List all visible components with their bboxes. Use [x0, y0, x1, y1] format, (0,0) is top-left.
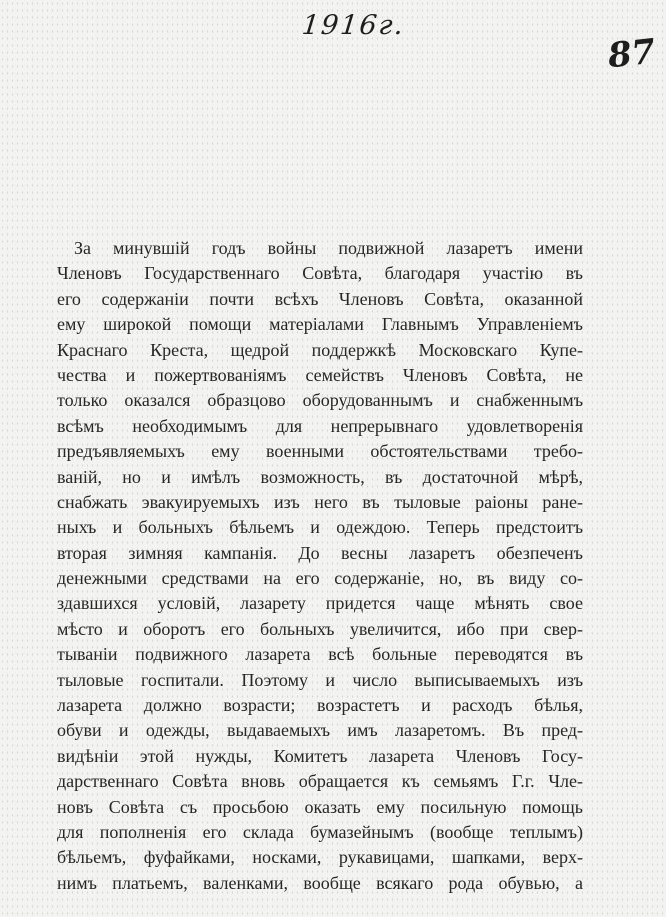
text-line: новъ Совѣта съ просьбою оказать ему посильную помощь — [57, 796, 583, 817]
text-line: предъявляемыхъ ему военными обстоятельствами требо- — [57, 441, 583, 462]
text-line: видѣніи этой нужды, Комитетъ лазарета Членовъ Госу- — [57, 745, 583, 766]
text-line: ваній, но и имѣлъ возможность, въ достаточной мѣрѣ, — [57, 466, 583, 487]
text-line: только оказался образцово оборудованнымъ и снабженнымъ — [57, 390, 583, 411]
text-line: его содержаніи почти всѣхъ Членовъ Совѣта, оказанной — [57, 288, 583, 309]
text-line: ныхъ и больныхъ бѣльемъ и одеждою. Теперь предстоитъ — [57, 517, 583, 538]
text-line: мѣсто и оборотъ его больныхъ увеличится, ибо при свер- — [57, 618, 583, 639]
text-line: денежными средствами на его содержаніе, но, въ виду со- — [57, 568, 583, 589]
text-line: ему широкой помощи матеріалами Главнымъ Управленіемъ — [57, 314, 583, 335]
text-line: За минувшій годъ войны подвижной лазаретъ имени — [74, 238, 583, 258]
text-line: здавшихся условій, лазарету придется чаще мѣнять свое — [57, 593, 583, 614]
text-line: вторая зимняя кампанія. До весны лазаретъ обезпеченъ — [57, 542, 583, 563]
text-line: снабжать эвакуируемыхъ изъ него въ тыловые раіоны ране- — [57, 491, 583, 512]
text-line: обуви и одежды, выдаваемыхъ имъ лазаретомъ. Въ пред- — [57, 720, 583, 741]
text-line: всѣмъ необходимымъ для непрерывнаго удовлетворенія — [57, 415, 583, 436]
document-body — [57, 236, 583, 896]
text-line: Членовъ Государственнаго Совѣта, благодаря участію въ — [57, 263, 583, 284]
text-line: бѣльемъ, фуфайками, носками, рукавицами, шапками, верх- — [57, 847, 583, 868]
text-line: лазарета должно возрасти; возрастетъ и расходъ бѣлья, — [57, 695, 583, 716]
text-line: тыловые госпитали. Поэтому и число выписываемыхъ изъ — [57, 669, 583, 690]
text-line: нимъ платьемъ, валенками, вообще всякаго рода обувью, а — [57, 872, 583, 893]
text-line: для пополненія его склада бумазейнымъ (вообще теплымъ) — [57, 821, 583, 842]
handwritten-year: 1916г. — [300, 10, 407, 41]
text-line: дарственнаго Совѣта вновь обращается къ семьямъ Г.г. Чле- — [57, 771, 583, 792]
text-line: тываніи подвижного лазарета всѣ больные переводятся въ — [57, 644, 583, 665]
text-line: Краснаго Креста, щедрой поддержкѣ Московскаго Купе- — [57, 339, 583, 360]
text-line: чества и пожертвованіямъ семействъ Членовъ Совѣта, не — [57, 364, 583, 385]
handwritten-folio-number: 87 — [606, 31, 658, 77]
